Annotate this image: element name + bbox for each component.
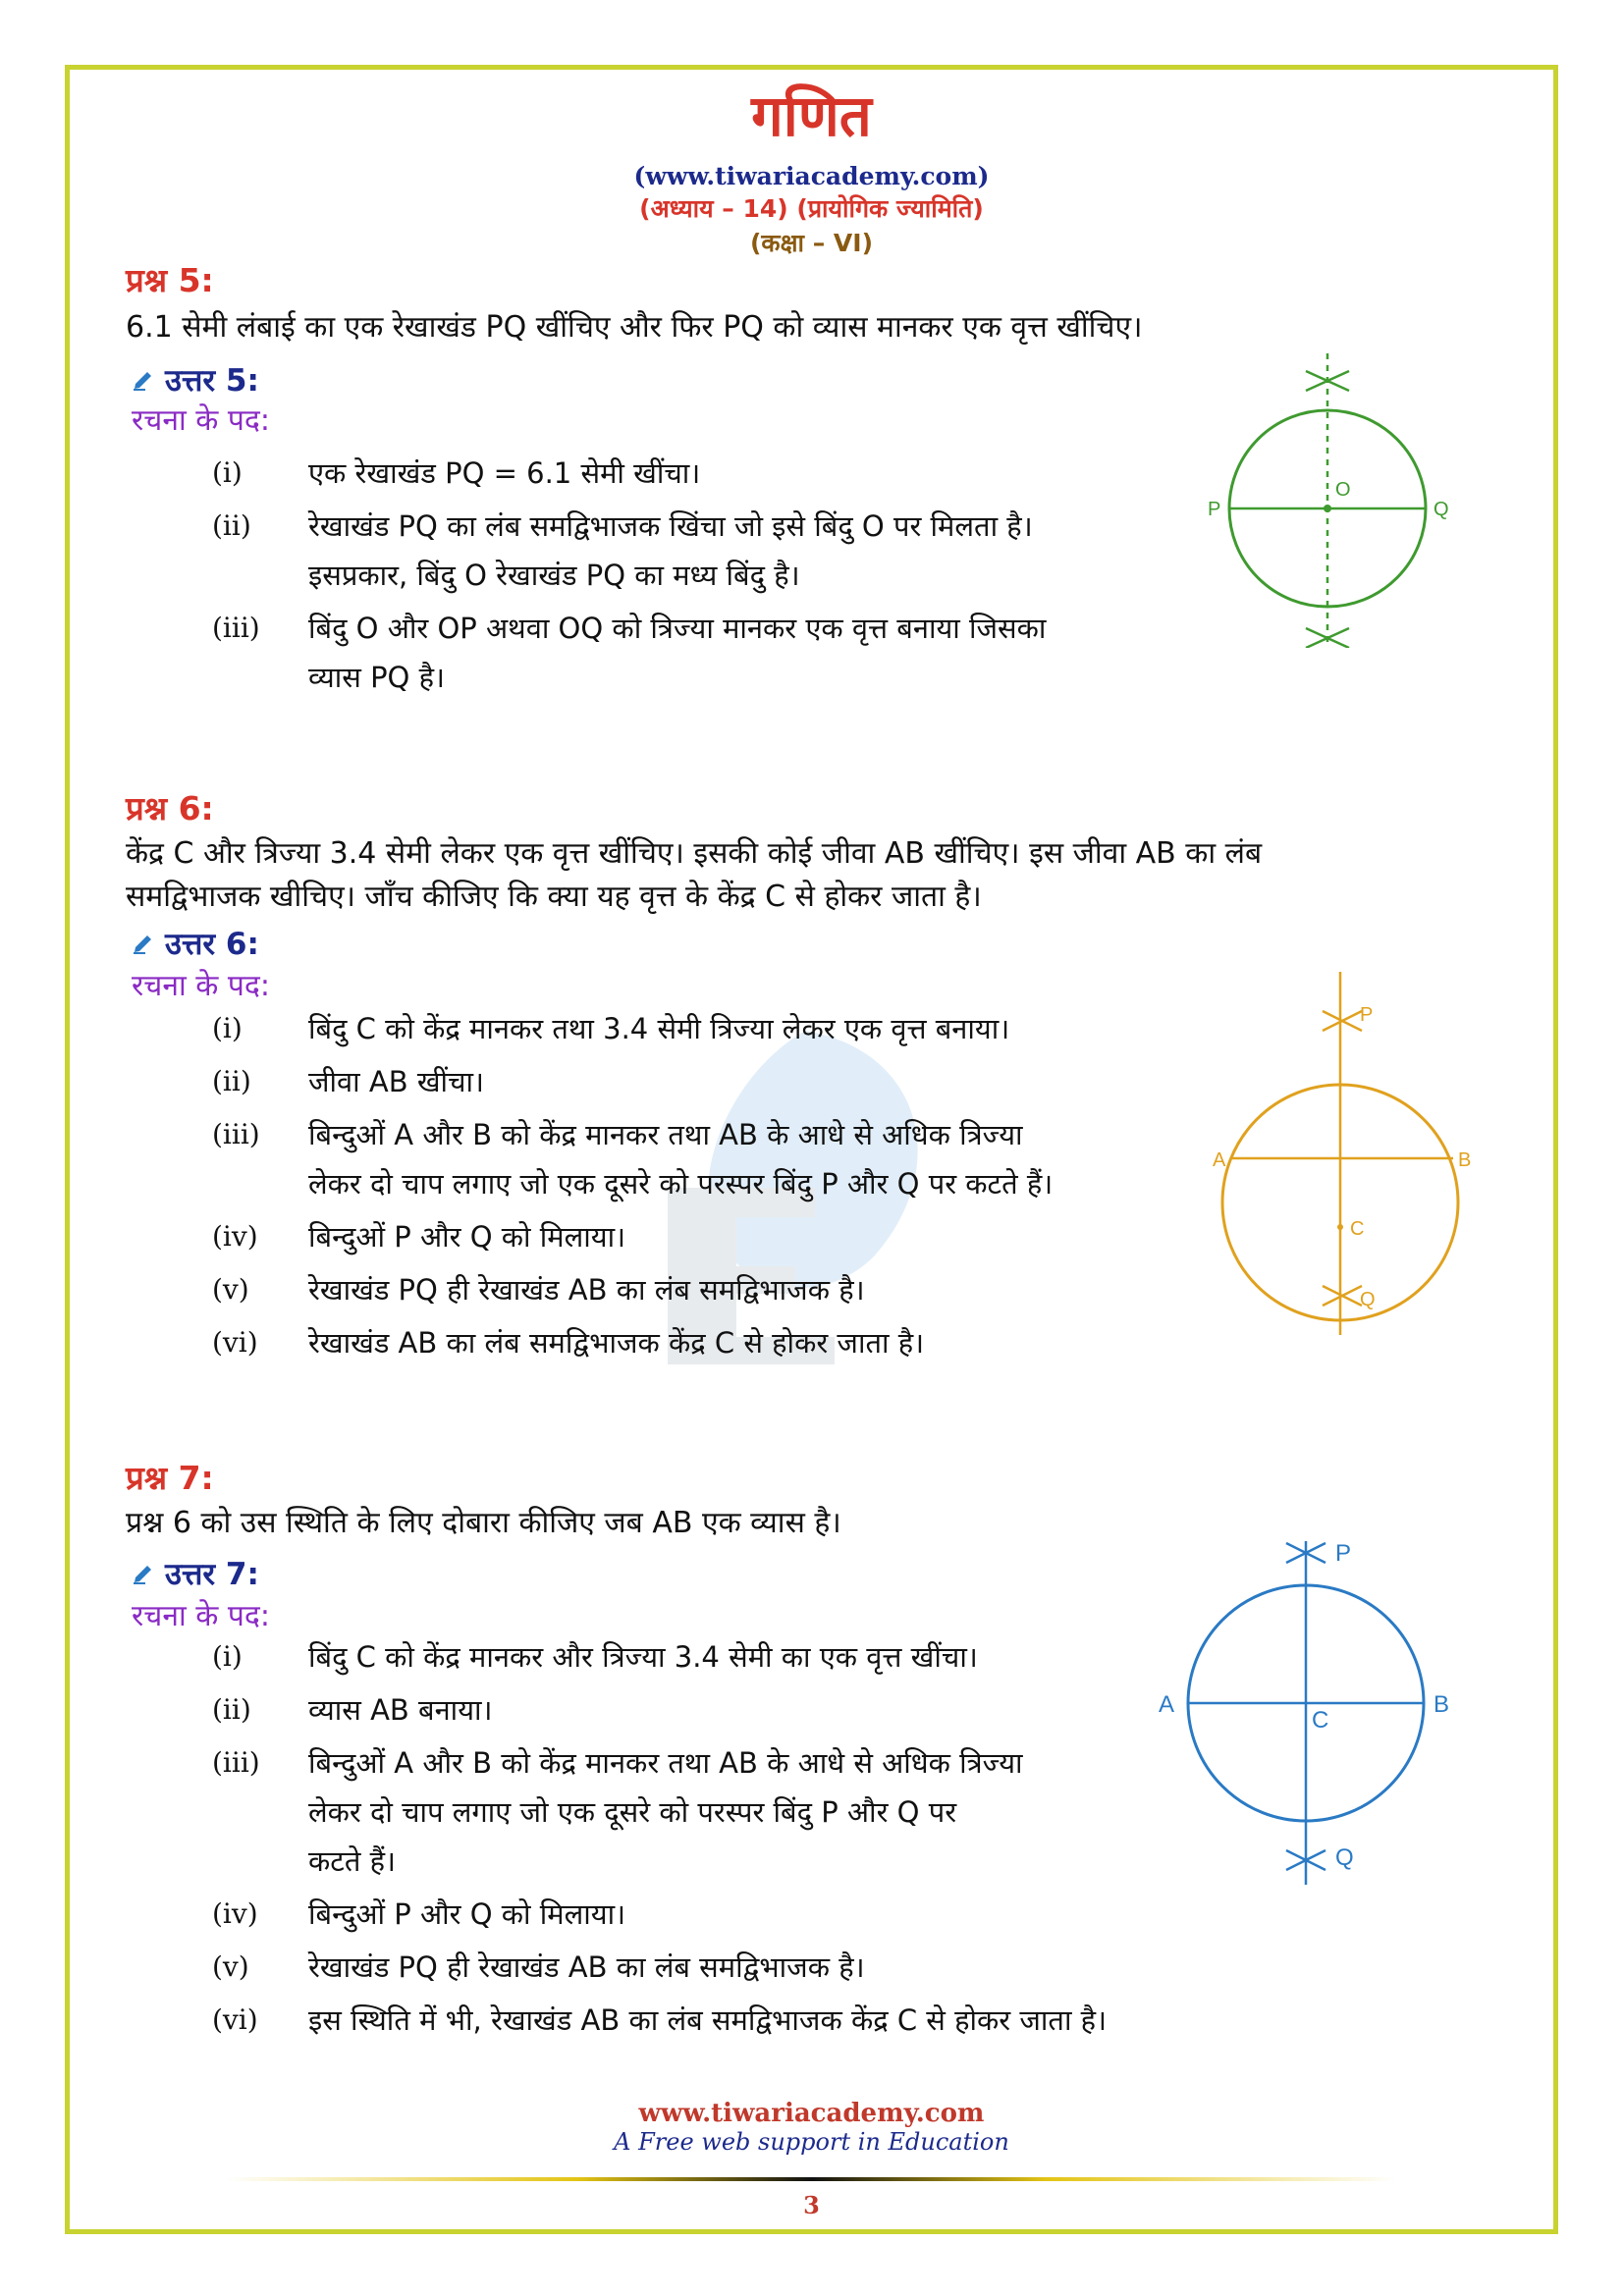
- label-q: Q: [1360, 1289, 1376, 1310]
- step-text: लेकर दो चाप लगाए जो एक दूसरे को परस्पर बिंदु P और Q पर कटते हैं।: [308, 1167, 1054, 1201]
- label-o: O: [1335, 479, 1351, 501]
- step-text: बिंदु O और OP अथवा OQ को त्रिज्या मानकर एक वृत्त बनाया जिसका: [308, 612, 1047, 645]
- diagram-q5: [1198, 334, 1473, 648]
- step-text: इस स्थिति में भी, रेखाखंड AB का लंब समद्विभाजक केंद्र C से होकर जाता है।: [308, 2003, 1108, 2037]
- step-text: बिन्दुओं A और B को केंद्र मानकर तथा AB के आधे से अधिक त्रिज्या: [308, 1118, 1023, 1151]
- question-6-text-line2: समद्विभाजक खीचिए। जाँच कीजिए कि क्या यह वृत्त के केंद्र C से होकर जाता है।: [126, 880, 982, 914]
- question-6-heading: प्रश्न 6:: [126, 789, 214, 828]
- label-p: P: [1335, 1540, 1352, 1567]
- step-number: (ii): [212, 1065, 251, 1097]
- question-7-text: प्रश्न 6 को उस स्थिति के लिए दोबारा कीजिए जब AB एक व्यास है।: [126, 1506, 841, 1540]
- construction-steps-title-5: रचना के पद:: [132, 403, 270, 438]
- step-6: [212, 1319, 1312, 1368]
- step-1: [212, 450, 1312, 499]
- step-4: [212, 1213, 1312, 1262]
- pen-icon: [132, 1562, 155, 1585]
- step-text: लेकर दो चाप लगाए जो एक दूसरे को परस्पर बिंदु P और Q पर: [308, 1795, 957, 1829]
- step-5: [212, 1944, 1312, 1993]
- construction-steps-title-7: रचना के पद:: [132, 1599, 270, 1633]
- step-text: रेखाखंड PQ का लंब समद्विभाजक खिंचा जो इसे बिंदु O पर मिलता है।: [308, 509, 1033, 543]
- question-7-heading: प्रश्न 7:: [126, 1459, 214, 1497]
- header-class: (कक्षा – VI): [749, 229, 873, 257]
- step-number: (iii): [212, 1746, 260, 1779]
- step-text: रेखाखंड PQ ही रेखाखंड AB का लंब समद्विभाजक है।: [308, 1950, 865, 1984]
- pen-icon: [132, 368, 155, 392]
- step-3: [212, 605, 1312, 703]
- footer-tagline: A Free web support in Education: [614, 2128, 1009, 2156]
- step-number: (iv): [212, 1897, 258, 1930]
- step-3: [212, 1739, 1312, 1887]
- question-5-heading: प्रश्न 5:: [126, 261, 214, 299]
- step-text: इसप्रकार, बिंदु O रेखाखंड PQ का मध्य बिंदु है।: [308, 559, 800, 592]
- step-text: बिन्दुओं P और Q को मिलाया।: [308, 1220, 626, 1254]
- step-number: (vi): [212, 2003, 258, 2036]
- answer-5-heading: [132, 359, 259, 400]
- step-text: रेखाखंड PQ ही रेखाखंड AB का लंब समद्विभाजक है।: [308, 1273, 865, 1307]
- label-q: Q: [1335, 1844, 1354, 1871]
- construction-steps-title-6: रचना के पद:: [132, 969, 270, 1003]
- step-number: (i): [212, 1012, 243, 1044]
- step-text: एक रेखाखंड PQ = 6.1 सेमी खींचा।: [308, 456, 701, 490]
- page-title: गणित: [751, 82, 872, 149]
- label-a: A: [1213, 1149, 1226, 1171]
- step-number: (i): [212, 1640, 243, 1673]
- header-chapter: (अध्याय – 14) (प्रायोगिक ज्यामिति): [639, 194, 984, 223]
- step-text: बिन्दुओं P और Q को मिलाया।: [308, 1897, 626, 1931]
- question-6-text-line1: केंद्र C और त्रिज्या 3.4 सेमी लेकर एक वृत्त खींचिए। इसकी कोई जीवा AB खींचिए। इस जीवा AB का लंब: [126, 836, 1263, 871]
- step-1: [212, 1633, 1312, 1682]
- footer-url[interactable]: www.tiwariacademy.com: [638, 2099, 985, 2128]
- page-header: [0, 77, 1623, 261]
- step-number: (v): [212, 1950, 249, 1983]
- step-number: (v): [212, 1273, 249, 1306]
- label-c: C: [1312, 1707, 1329, 1734]
- label-p: P: [1360, 1004, 1374, 1026]
- step-text: बिंदु C को केंद्र मानकर तथा 3.4 सेमी त्रिज्या लेकर एक वृत्त बनाया।: [308, 1012, 1010, 1045]
- answer-5-label: उत्तर 5:: [165, 363, 259, 399]
- step-text: कटते हैं।: [308, 1844, 397, 1878]
- answer-7-heading: [132, 1553, 259, 1594]
- answer-7-label: उत्तर 7:: [165, 1557, 259, 1592]
- label-a: A: [1159, 1691, 1175, 1718]
- step-text: व्यास AB बनाया।: [308, 1693, 493, 1727]
- label-p: P: [1208, 499, 1221, 520]
- step-2: [212, 1058, 1312, 1107]
- footer-divider: [226, 2177, 1397, 2181]
- step-1: [212, 1005, 1312, 1054]
- step-number: (iii): [212, 612, 260, 644]
- diagram-q6: [1213, 962, 1507, 1345]
- step-number: (ii): [212, 1693, 251, 1726]
- step-3: [212, 1111, 1312, 1209]
- step-number: (i): [212, 456, 243, 489]
- step-number: (iv): [212, 1220, 258, 1253]
- header-url: (www.tiwariacademy.com): [633, 162, 990, 190]
- step-number: (ii): [212, 509, 251, 542]
- answer-6-heading: [132, 923, 259, 964]
- footer: [0, 2099, 1623, 2156]
- page-number: 3: [803, 2191, 820, 2219]
- label-b: B: [1458, 1149, 1472, 1171]
- step-4: [212, 1891, 1312, 1940]
- step-5: [212, 1266, 1312, 1315]
- pen-icon: [132, 932, 155, 955]
- question-5-text: 6.1 सेमी लंबाई का एक रेखाखंड PQ खींचिए और फिर PQ को व्यास मानकर एक वृत्त खींचिए।: [126, 310, 1143, 345]
- answer-6-label: उत्तर 6:: [165, 927, 259, 962]
- diagram-q7: [1149, 1531, 1463, 1895]
- step-2: [212, 503, 1312, 601]
- step-text: बिंदु C को केंद्र मानकर और त्रिज्या 3.4 सेमी का एक वृत्त खींचा।: [308, 1640, 978, 1674]
- step-text: बिन्दुओं A और B को केंद्र मानकर तथा AB के आधे से अधिक त्रिज्या: [308, 1746, 1023, 1780]
- step-2: [212, 1686, 1312, 1735]
- page-number-wrap: [0, 2191, 1623, 2219]
- label-c: C: [1350, 1218, 1365, 1240]
- step-text: व्यास PQ है।: [308, 661, 445, 694]
- label-q: Q: [1434, 499, 1449, 520]
- step-text: जीवा AB खींचा।: [308, 1065, 484, 1098]
- step-text: रेखाखंड AB का लंब समद्विभाजक केंद्र C से होकर जाता है।: [308, 1326, 925, 1360]
- step-number: (iii): [212, 1118, 260, 1150]
- step-number: (vi): [212, 1326, 258, 1359]
- label-b: B: [1434, 1691, 1450, 1718]
- step-6: [212, 1997, 1312, 2046]
